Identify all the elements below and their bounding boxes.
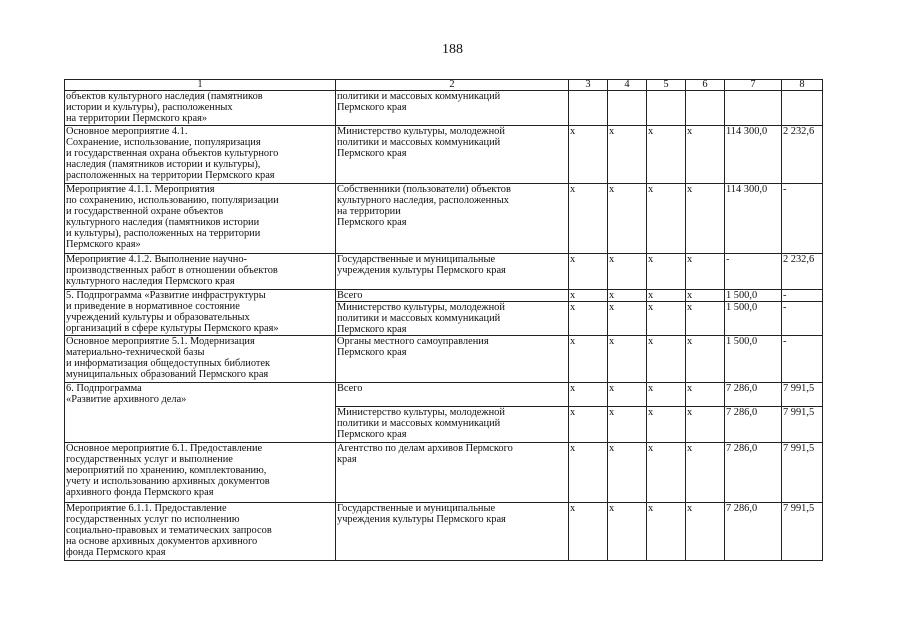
- table-cell: х: [608, 254, 647, 290]
- table-cell: 2 232,6: [782, 126, 823, 184]
- table-cell: х: [686, 383, 725, 407]
- table-cell: Основное мероприятие 5.1. Модернизация материально-технической базы и информатизация общедоступных библиотек муниципальных образований Пермского края: [65, 336, 336, 383]
- table-cell: 5. Подпрограмма «Развитие инфраструктуры и приведение в нормативное состояние учреждений культуры и образовательных организаций в сфере культуры Пермского края»: [65, 290, 336, 336]
- table-row: [65, 290, 823, 302]
- table-cell: х: [608, 407, 647, 443]
- table-cell: х: [647, 383, 686, 407]
- table-cell: 7 286,0: [725, 503, 782, 561]
- table-row: [65, 503, 823, 561]
- table-cell: х: [686, 407, 725, 443]
- table-cell: х: [647, 443, 686, 503]
- column-header: 7: [725, 80, 782, 91]
- page-number: 188: [442, 42, 463, 57]
- table-cell: х: [569, 383, 608, 407]
- table-cell: политики и массовых коммуникаций Пермского края: [336, 91, 569, 126]
- table-cell: Мероприятие 4.1.1. Мероприятия по сохранению, использованию, популяризации и государственной охране объектов культурного наследия (памятников истории и культуры), расположенных на территории Пермского края»: [65, 184, 336, 254]
- table-cell: х: [647, 503, 686, 561]
- table-cell: х: [569, 407, 608, 443]
- table-cell: х: [569, 336, 608, 383]
- column-header: 8: [782, 80, 823, 91]
- table-cell: х: [569, 443, 608, 503]
- table-cell: 1 500,0: [725, 336, 782, 383]
- column-header: 2: [336, 80, 569, 91]
- table-cell: х: [686, 443, 725, 503]
- table-cell: Министерство культуры, молодежной политики и массовых коммуникаций Пермского края: [336, 407, 569, 443]
- table-cell: 114 300,0: [725, 126, 782, 184]
- table-cell: 2 232,6: [782, 254, 823, 290]
- table-cell: х: [569, 302, 608, 336]
- table-cell: 7 991,5: [782, 443, 823, 503]
- table-cell: х: [569, 290, 608, 302]
- column-header: 1: [65, 80, 336, 91]
- table-cell: Министерство культуры, молодежной политики и массовых коммуникаций Пермского края: [336, 126, 569, 184]
- table-cell: х: [569, 126, 608, 184]
- table-cell: Основное мероприятие 6.1. Предоставление государственных услуг и выполнение мероприятий по хранению, комплектованию, учету и использованию архивных документов архивного фонда Пермского края: [65, 443, 336, 503]
- table-cell: [608, 91, 647, 126]
- table-cell: Органы местного самоуправления Пермского края: [336, 336, 569, 383]
- table-cell: х: [647, 254, 686, 290]
- table-cell: Агентство по делам архивов Пермского края: [336, 443, 569, 503]
- table-cell: х: [647, 336, 686, 383]
- table-row: [65, 91, 823, 126]
- table-row: [65, 126, 823, 184]
- table-row: [65, 336, 823, 383]
- table-cell: х: [608, 126, 647, 184]
- table-cell: 7 991,5: [782, 407, 823, 443]
- table-cell: х: [686, 254, 725, 290]
- table-cell: Всего: [336, 290, 569, 302]
- table-cell: Собственники (пользователи) объектов культурного наследия, расположенных на территории Пермского края: [336, 184, 569, 254]
- table-cell: х: [647, 302, 686, 336]
- table-cell: х: [686, 302, 725, 336]
- table-cell: х: [647, 126, 686, 184]
- table-row: [65, 184, 823, 254]
- table-cell: 6. Подпрограмма «Развитие архивного дела»: [65, 383, 336, 443]
- table-row: [65, 443, 823, 503]
- table-cell: х: [686, 290, 725, 302]
- table-cell: 1 500,0: [725, 290, 782, 302]
- table-cell: х: [686, 336, 725, 383]
- table-cell: х: [608, 184, 647, 254]
- table-cell: -: [782, 302, 823, 336]
- table-row: [65, 254, 823, 290]
- table-cell: [647, 91, 686, 126]
- table-cell: объектов культурного наследия (памятников истории и культуры), расположенных на территории Пермского края»: [65, 91, 336, 126]
- table-cell: х: [686, 184, 725, 254]
- table-cell: Государственные и муниципальные учреждения культуры Пермского края: [336, 503, 569, 561]
- table-cell: Министерство культуры, молодежной политики и массовых коммуникаций Пермского края: [336, 302, 569, 336]
- column-header: 6: [686, 80, 725, 91]
- table-cell: х: [608, 383, 647, 407]
- table-cell: 7 286,0: [725, 443, 782, 503]
- table-cell: 1 500,0: [725, 302, 782, 336]
- table-cell: х: [608, 503, 647, 561]
- table-cell: х: [608, 290, 647, 302]
- table-cell: [725, 91, 782, 126]
- table-cell: -: [725, 254, 782, 290]
- table-cell: х: [647, 184, 686, 254]
- table-cell: 7 991,5: [782, 503, 823, 561]
- table-cell: 7 286,0: [725, 407, 782, 443]
- table-cell: х: [608, 336, 647, 383]
- column-header: 4: [608, 80, 647, 91]
- table-cell: х: [569, 184, 608, 254]
- table-cell: Мероприятие 6.1.1. Предоставление государственных услуг по исполнению социально-правовых и тематических запросов на основе архивных документов архивного фонда Пермского края: [65, 503, 336, 561]
- table-cell: Основное мероприятие 4.1. Сохранение, использование, популяризация и государственная охрана объектов культурного наследия (памятников истории и культуры), расположенных на территории Пермского края: [65, 126, 336, 184]
- table-cell: х: [647, 407, 686, 443]
- table-cell: -: [782, 336, 823, 383]
- column-header: 3: [569, 80, 608, 91]
- table-cell: х: [647, 290, 686, 302]
- budget-table: [64, 79, 823, 561]
- table-cell: Мероприятие 4.1.2. Выполнение научно- производственных работ в отношении объектов культурного наследия Пермского края: [65, 254, 336, 290]
- table-cell: х: [686, 126, 725, 184]
- table-cell: х: [608, 443, 647, 503]
- table-cell: х: [686, 503, 725, 561]
- table-cell: Государственные и муниципальные учреждения культуры Пермского края: [336, 254, 569, 290]
- table-cell: 7 286,0: [725, 383, 782, 407]
- table-row: [65, 383, 823, 407]
- table-cell: Всего: [336, 383, 569, 407]
- table-cell: -: [782, 184, 823, 254]
- table-cell: х: [569, 503, 608, 561]
- table-cell: [686, 91, 725, 126]
- table-cell: х: [569, 254, 608, 290]
- table-cell: 114 300,0: [725, 184, 782, 254]
- table-cell: -: [782, 290, 823, 302]
- table-cell: [782, 91, 823, 126]
- table-cell: [569, 91, 608, 126]
- table-header-row: [65, 80, 823, 91]
- column-header: 5: [647, 80, 686, 91]
- table-cell: 7 991,5: [782, 383, 823, 407]
- table-cell: х: [608, 302, 647, 336]
